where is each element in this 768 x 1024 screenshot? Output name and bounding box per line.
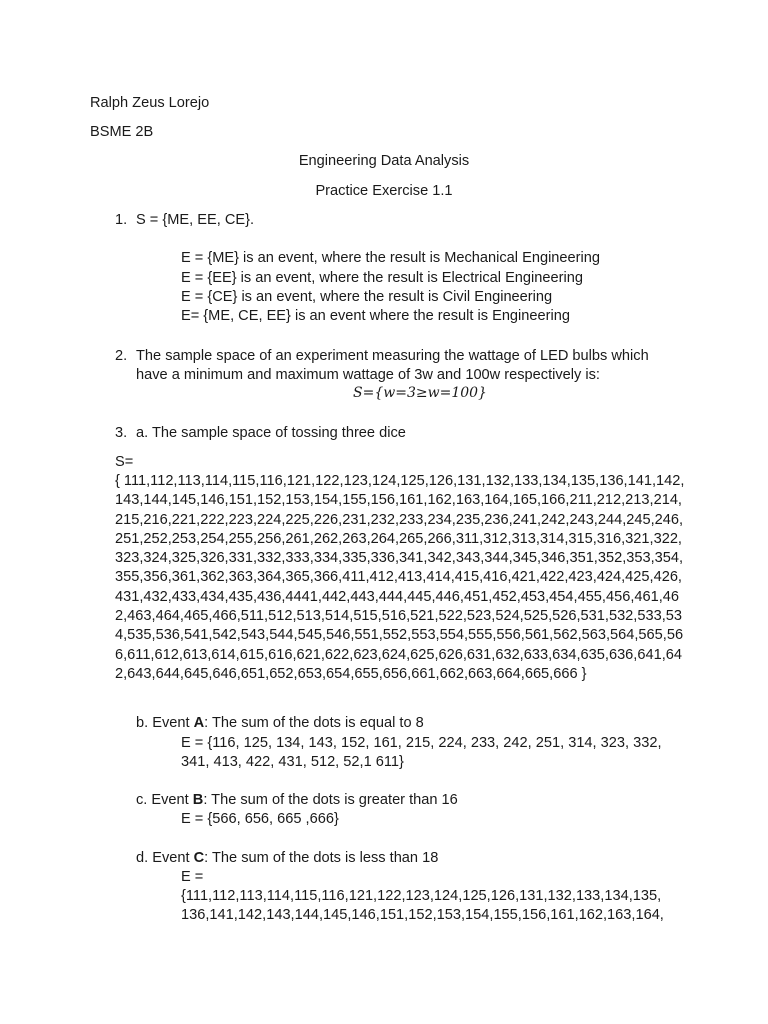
course-title: Engineering Data Analysis <box>298 153 470 169</box>
sample-space-label: S= <box>115 454 134 470</box>
event-c-prefix: d. Event <box>136 850 194 866</box>
item1-event-ee: E = {EE} is an event, where the result is Electrical Engineering <box>181 270 583 286</box>
item1-event-me: E = {ME} is an event, where the result is Mechanical Engineering <box>181 250 600 266</box>
sample-space-set: { 111,112,113,114,115,116,121,122,123,124,125,126,131,132,133,134,135,136,141,142,143,144,145,146,151,152,153,154,155,156,161,162,163,164,165,166,211,212,213,214,215,216,221,222,223,224,225,226,231,232,233,234,235,236,241,242,243,244,245,246,251,252,253,254,255,256,261,262,263,264,265,266,311,312,313,314,315,316,321,322,323,324,325,326,331,332,333,334,335,336,341,342,343,344,345,346,351,352,353,354,355,356,361,362,363,364,365,366,411,412,413,414,415,416,421,422,423,424,425,426,431,432,433,434,435,436,4441,442,443,444,445,446,451,452,453,454,455,456,461,462,463,464,465,466,511,512,513,514,515,516,521,522,523,524,525,526,531,532,533,534,535,536,541,542,543,544,545,546,551,552,553,554,555,556,561,562,563,564,565,566,611,612,613,614,615,616,621,622,623,624,625,626,631,632,633,634,635,636,641,642,643,644,645,646,651,652,653,654,655,656,661,662,663,664,665,666 } <box>115 473 685 682</box>
item1-event-all: E= {ME, CE, EE} is an event where the result is Engineering <box>181 308 570 324</box>
item3-number: 3. <box>115 425 128 441</box>
event-a-heading <box>136 713 424 733</box>
event-b-prefix: c. Event <box>136 792 193 808</box>
event-c-desc: : The sum of the dots is less than 18 <box>204 850 439 866</box>
event-c-set-line2: 136,141,142,143,144,145,146,151,152,153,154,155,156,161,162,163,164, <box>181 907 664 923</box>
event-b-set: E = {566, 656, 665 ,666} <box>181 811 339 827</box>
event-a-letter: A <box>193 715 205 731</box>
student-section: BSME 2B <box>90 124 154 140</box>
item1-event-ce: E = {CE} is an event, where the result is Civil Engineering <box>181 289 553 305</box>
item2-formula: S={w=3≥w=100} <box>353 385 487 401</box>
item2-number: 2. <box>115 348 128 364</box>
item2-line1: The sample space of an experiment measuring the wattage of LED bulbs which <box>136 348 649 364</box>
student-name: Ralph Zeus Lorejo <box>90 95 210 111</box>
item3-a-title: a. The sample space of tossing three dice <box>136 425 406 441</box>
item2-line2: have a minimum and maximum wattage of 3w and 100w respectively is: <box>136 367 600 383</box>
event-b-desc: : The sum of the dots is greater than 16 <box>203 792 458 808</box>
item1-number: 1. <box>115 212 128 228</box>
exercise-title: Practice Exercise 1.1 <box>315 183 453 199</box>
event-c-set-line1: {111,112,113,114,115,116,121,122,123,124,125,126,131,132,133,134,135, <box>181 888 662 904</box>
event-b-heading <box>136 790 458 810</box>
event-a-prefix: b. Event <box>136 715 194 731</box>
event-c-letter: C <box>193 850 205 866</box>
event-c-label: E = <box>181 869 204 885</box>
event-c-heading <box>136 848 438 868</box>
event-a-desc: : The sum of the dots is equal to 8 <box>204 715 424 731</box>
event-a-set-line2: 341, 413, 422, 431, 512, 52,1 611} <box>181 754 404 770</box>
event-a-set-line1: E = {116, 125, 134, 143, 152, 161, 215, 224, 233, 242, 251, 314, 323, 332, <box>181 735 662 751</box>
event-b-letter: B <box>192 792 204 808</box>
item1-statement: S = {ME, EE, CE}. <box>136 212 255 228</box>
